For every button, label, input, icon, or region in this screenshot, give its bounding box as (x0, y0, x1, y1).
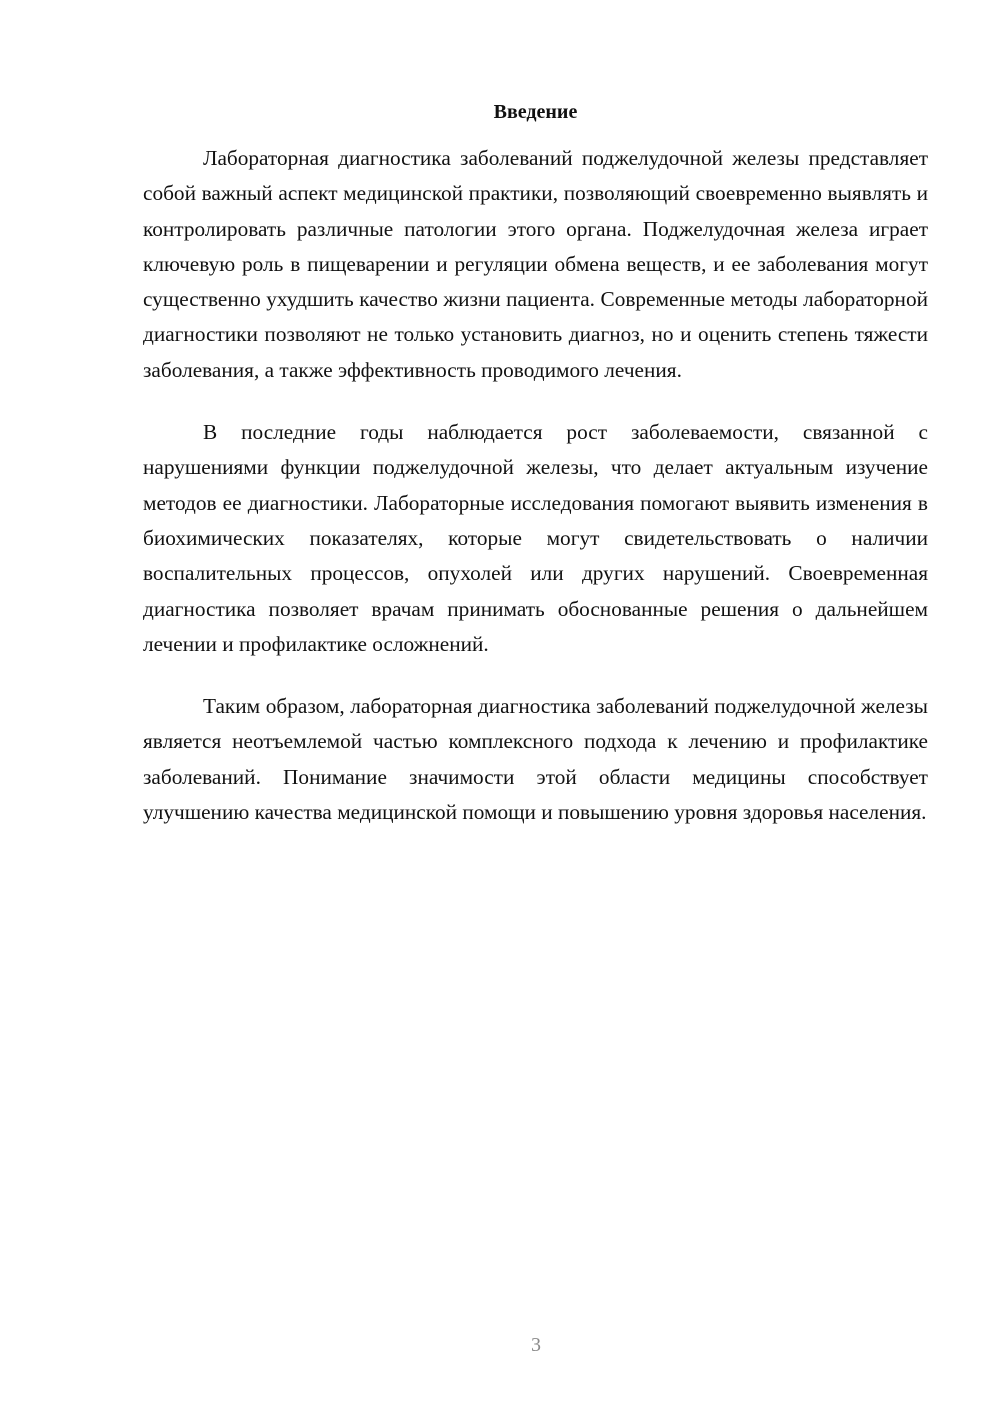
paragraph-1: Лабораторная диагностика заболеваний поджелудочной железы представляет собой важный аспект медицинской практики, позволяющий своевременно выявлять и контролировать различные патологии этого органа. Поджелудочная железа играет ключевую роль в пищеварении и регуляции обмена веществ, и ее заболевания могут существенно ухудшить качество жизни пациента. Современные методы лабораторной диагностики позволяют не только установить диагноз, но и оценить степень тяжести заболевания, а также эффективность проводимого лечения. (143, 146, 928, 382)
page-number: 3 (531, 1334, 541, 1356)
paragraph-2: В последние годы наблюдается рост заболеваемости, связанной с нарушениями функции поджелудочной железы, что делает актуальным изучение методов ее диагностики. Лабораторные исследования помогают выявить изменения в биохимических показателях, которые могут свидетельствовать о наличии воспалительных процессов, опухолей или других нарушений. Своевременная диагностика позволяет врачам принимать обоснованные решения о дальнейшем лечении и профилактике осложнений. (143, 420, 928, 656)
paragraph-3: Таким образом, лабораторная диагностика заболеваний поджелудочной железы является неотъемлемой частью комплексного подхода к лечению и профилактике заболеваний. Понимание значимости этой области медицины способствует улучшению качества медицинской помощи и повышению уровня здоровья населения. (143, 694, 928, 825)
body-text (143, 141, 928, 857)
section-heading: Введение (493, 101, 578, 123)
